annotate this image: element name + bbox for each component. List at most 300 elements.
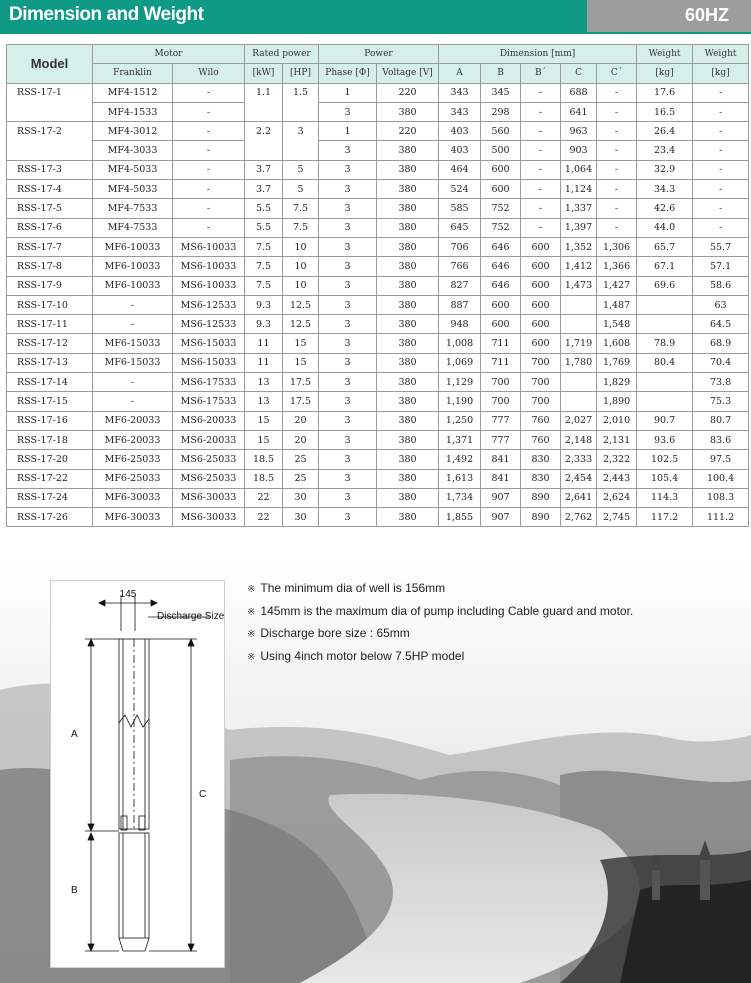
cell-b: 777 (481, 430, 521, 449)
cell-a: 1,190 (439, 392, 481, 411)
subheader-franklin: Franklin (93, 64, 173, 83)
cell-a: 585 (439, 199, 481, 218)
pump-drawing (51, 581, 226, 969)
cell-c2: 1,427 (597, 276, 637, 295)
cell-w1: 67.1 (637, 257, 693, 276)
cell-phase: 3 (319, 508, 377, 527)
cell-phase: 3 (319, 218, 377, 237)
page-title: Dimension and Weight (9, 4, 204, 25)
cell-a: 343 (439, 83, 481, 102)
cell-franklin: MF6-30033 (93, 508, 173, 527)
cell-wilo: MS6-20033 (173, 430, 245, 449)
cell-voltage: 380 (377, 488, 439, 507)
cell-franklin: MF6-10033 (93, 276, 173, 295)
cell-c: 2,027 (561, 411, 597, 430)
cell-a: 1,008 (439, 334, 481, 353)
cell-voltage: 380 (377, 141, 439, 160)
cell-w2: - (693, 83, 749, 102)
cell-voltage: 380 (377, 411, 439, 430)
subheader-hp: [HP] (283, 64, 319, 83)
cell-w2: - (693, 102, 749, 121)
cell-wilo: MS6-30033 (173, 508, 245, 527)
cell-voltage: 380 (377, 102, 439, 121)
cell-b2: - (521, 83, 561, 102)
cell-franklin: MF6-15033 (93, 334, 173, 353)
subheader-c-prime: C´ (597, 64, 637, 83)
cell-b: 700 (481, 373, 521, 392)
cell-phase: 3 (319, 315, 377, 334)
table-row (7, 102, 749, 121)
cell-franklin: MF4-3012 (93, 122, 173, 141)
cell-voltage: 220 (377, 122, 439, 141)
cell-b2: 830 (521, 469, 561, 488)
cell-b2: 600 (521, 315, 561, 334)
cell-kw: 3.7 (245, 180, 283, 199)
cell-voltage: 380 (377, 373, 439, 392)
cell-franklin: MF4-1533 (93, 102, 173, 121)
notes-list (247, 578, 633, 668)
cell-c2: - (597, 102, 637, 121)
cell-phase: 3 (319, 141, 377, 160)
cell-c2: 2,322 (597, 450, 637, 469)
cell-c2: - (597, 218, 637, 237)
cell-b2: 600 (521, 334, 561, 353)
header-dimension: Dimension [mm] (439, 45, 637, 64)
cell-model: RSS-17-24 (7, 488, 93, 507)
cell-w1: 80.4 (637, 353, 693, 372)
cell-b: 711 (481, 334, 521, 353)
cell-b2: - (521, 122, 561, 141)
subheader-voltage: Voltage [V] (377, 64, 439, 83)
cell-c2: 1,890 (597, 392, 637, 411)
cell-kw: 9.3 (245, 295, 283, 314)
table-row (7, 83, 749, 102)
cell-w2: 63 (693, 295, 749, 314)
cell-w2: 70.4 (693, 353, 749, 372)
cell-c: 1,397 (561, 218, 597, 237)
cell-c2: - (597, 199, 637, 218)
cell-b: 752 (481, 218, 521, 237)
cell-b2: - (521, 160, 561, 179)
note-item (247, 646, 633, 669)
cell-w2: 100.4 (693, 469, 749, 488)
cell-w2: - (693, 122, 749, 141)
table-body (7, 83, 749, 527)
cell-hp (283, 141, 319, 160)
header-model: Model (7, 45, 93, 84)
cell-b: 646 (481, 257, 521, 276)
note-bullet: ※ (247, 606, 256, 618)
cell-phase: 3 (319, 469, 377, 488)
cell-franklin: - (93, 295, 173, 314)
cell-b: 841 (481, 469, 521, 488)
cell-w2: 68.9 (693, 334, 749, 353)
cell-b2: 700 (521, 353, 561, 372)
cell-kw (245, 102, 283, 121)
cell-kw: 15 (245, 430, 283, 449)
cell-franklin: - (93, 315, 173, 334)
cell-voltage: 380 (377, 180, 439, 199)
cell-phase: 3 (319, 160, 377, 179)
cell-kw: 13 (245, 373, 283, 392)
cell-model: RSS-17-4 (7, 180, 93, 199)
cell-a: 1,734 (439, 488, 481, 507)
table-row (7, 257, 749, 276)
cell-c (561, 315, 597, 334)
cell-model: RSS-17-10 (7, 295, 93, 314)
cell-c: 963 (561, 122, 597, 141)
page-header (0, 0, 751, 32)
cell-a: 464 (439, 160, 481, 179)
cell-model: RSS-17-18 (7, 430, 93, 449)
cell-c2: - (597, 160, 637, 179)
cell-wilo: MS6-25033 (173, 469, 245, 488)
cell-a: 645 (439, 218, 481, 237)
cell-c2: - (597, 83, 637, 102)
cell-wilo: - (173, 83, 245, 102)
cell-phase: 3 (319, 237, 377, 256)
table-row (7, 315, 749, 334)
table-row (7, 488, 749, 507)
cell-c2: 1,608 (597, 334, 637, 353)
cell-wilo: MS6-17533 (173, 392, 245, 411)
cell-hp: 1.5 (283, 83, 319, 102)
cell-phase: 1 (319, 122, 377, 141)
cell-hp: 25 (283, 469, 319, 488)
cell-b: 646 (481, 237, 521, 256)
cell-c: 1,412 (561, 257, 597, 276)
cell-voltage: 380 (377, 508, 439, 527)
table-row (7, 373, 749, 392)
cell-w1: 65.7 (637, 237, 693, 256)
cell-voltage: 380 (377, 315, 439, 334)
cell-kw (245, 141, 283, 160)
note-item (247, 601, 633, 624)
table-row (7, 180, 749, 199)
cell-w1: 69.6 (637, 276, 693, 295)
cell-b: 777 (481, 411, 521, 430)
cell-b2: 890 (521, 488, 561, 507)
cell-c: 1,124 (561, 180, 597, 199)
cell-w2: 64.5 (693, 315, 749, 334)
cell-hp: 5 (283, 160, 319, 179)
cell-b2: 890 (521, 508, 561, 527)
table-row (7, 199, 749, 218)
header-weight-franklin: Weight (637, 45, 693, 64)
cell-model: RSS-17-1 (7, 83, 93, 102)
cell-kw: 5.5 (245, 218, 283, 237)
cell-b: 841 (481, 450, 521, 469)
diagram-b-label: B (71, 885, 78, 896)
cell-w1: 105.4 (637, 469, 693, 488)
cell-a: 524 (439, 180, 481, 199)
cell-hp: 30 (283, 508, 319, 527)
cell-phase: 3 (319, 257, 377, 276)
cell-b: 907 (481, 508, 521, 527)
cell-voltage: 380 (377, 237, 439, 256)
cell-w2: 73.8 (693, 373, 749, 392)
cell-b: 711 (481, 353, 521, 372)
cell-voltage: 380 (377, 392, 439, 411)
table-row (7, 430, 749, 449)
cell-franklin: - (93, 392, 173, 411)
cell-c: 1,337 (561, 199, 597, 218)
header-motor: Motor (93, 45, 245, 64)
cell-kw: 18.5 (245, 469, 283, 488)
cell-model: RSS-17-11 (7, 315, 93, 334)
cell-phase: 3 (319, 450, 377, 469)
cell-hp: 30 (283, 488, 319, 507)
cell-w1: 93.6 (637, 430, 693, 449)
cell-b2: 600 (521, 295, 561, 314)
cell-b2: 760 (521, 411, 561, 430)
cell-c2: 1,548 (597, 315, 637, 334)
cell-phase: 3 (319, 276, 377, 295)
note-item (247, 578, 633, 601)
cell-c: 2,641 (561, 488, 597, 507)
cell-kw: 22 (245, 488, 283, 507)
cell-model: RSS-17-22 (7, 469, 93, 488)
cell-wilo: MS6-25033 (173, 450, 245, 469)
cell-w1: 42.6 (637, 199, 693, 218)
cell-voltage: 380 (377, 450, 439, 469)
cell-c (561, 373, 597, 392)
cell-hp: 20 (283, 411, 319, 430)
cell-wilo: - (173, 218, 245, 237)
cell-voltage: 380 (377, 353, 439, 372)
cell-hp: 7.5 (283, 199, 319, 218)
cell-b: 600 (481, 160, 521, 179)
cell-c: 2,148 (561, 430, 597, 449)
cell-b: 700 (481, 392, 521, 411)
cell-b2: - (521, 180, 561, 199)
cell-phase: 3 (319, 411, 377, 430)
cell-w1 (637, 315, 693, 334)
cell-c2: - (597, 122, 637, 141)
table-row (7, 392, 749, 411)
note-bullet: ※ (247, 584, 256, 595)
pump-dimension-diagram (50, 580, 225, 968)
table-row (7, 276, 749, 295)
diagram-discharge-label: Discharge Size (157, 611, 225, 622)
diagram-width-label: 145 (119, 589, 137, 600)
cell-model: RSS-17-8 (7, 257, 93, 276)
cell-w2: 55.7 (693, 237, 749, 256)
cell-model: RSS-17-26 (7, 508, 93, 527)
subheader-kg-1: [kg] (637, 64, 693, 83)
cell-b: 600 (481, 295, 521, 314)
cell-franklin: MF6-20033 (93, 430, 173, 449)
cell-c: 1,780 (561, 353, 597, 372)
cell-b2: - (521, 218, 561, 237)
cell-a: 403 (439, 122, 481, 141)
table-row (7, 411, 749, 430)
cell-kw: 1.1 (245, 83, 283, 102)
subheader-wilo: Wilo (173, 64, 245, 83)
cell-b: 600 (481, 180, 521, 199)
cell-kw: 11 (245, 334, 283, 353)
cell-w1 (637, 392, 693, 411)
cell-wilo: MS6-12533 (173, 295, 245, 314)
cell-w2: 58.6 (693, 276, 749, 295)
cell-w1: 44.0 (637, 218, 693, 237)
cell-voltage: 380 (377, 276, 439, 295)
cell-franklin: MF4-7533 (93, 199, 173, 218)
cell-wilo: - (173, 180, 245, 199)
note-text: Discharge bore size : 65mm (260, 626, 410, 640)
cell-c2: 2,131 (597, 430, 637, 449)
cell-franklin: MF4-7533 (93, 218, 173, 237)
cell-wilo: MS6-12533 (173, 315, 245, 334)
cell-b: 752 (481, 199, 521, 218)
cell-w1: 32.9 (637, 160, 693, 179)
subheader-b: B (481, 64, 521, 83)
cell-kw: 3.7 (245, 160, 283, 179)
note-text: The minimum dia of well is 156mm (260, 581, 446, 595)
cell-voltage: 380 (377, 218, 439, 237)
cell-kw: 15 (245, 411, 283, 430)
cell-c (561, 295, 597, 314)
cell-w2: 83.6 (693, 430, 749, 449)
cell-w2: 111.2 (693, 508, 749, 527)
cell-b2: 600 (521, 237, 561, 256)
cell-w1: 90.7 (637, 411, 693, 430)
cell-c: 688 (561, 83, 597, 102)
cell-voltage: 380 (377, 334, 439, 353)
note-bullet: ※ (247, 651, 256, 663)
cell-voltage: 220 (377, 83, 439, 102)
cell-b: 600 (481, 315, 521, 334)
cell-a: 1,492 (439, 450, 481, 469)
cell-franklin: MF6-20033 (93, 411, 173, 430)
cell-hp: 5 (283, 180, 319, 199)
cell-phase: 3 (319, 334, 377, 353)
cell-kw: 7.5 (245, 276, 283, 295)
cell-w2: 80.7 (693, 411, 749, 430)
cell-w1: 17.6 (637, 83, 693, 102)
table-row (7, 353, 749, 372)
cell-voltage: 380 (377, 257, 439, 276)
cell-model (7, 102, 93, 121)
cell-c2: 2,010 (597, 411, 637, 430)
cell-kw: 5.5 (245, 199, 283, 218)
cell-model: RSS-17-13 (7, 353, 93, 372)
cell-b: 646 (481, 276, 521, 295)
cell-w1: 78.9 (637, 334, 693, 353)
cell-kw: 18.5 (245, 450, 283, 469)
subheader-phase: Phase [Φ] (319, 64, 377, 83)
diagram-a-label: A (71, 729, 78, 740)
cell-hp: 17.5 (283, 392, 319, 411)
cell-c: 1,064 (561, 160, 597, 179)
cell-c: 1,719 (561, 334, 597, 353)
cell-model: RSS-17-20 (7, 450, 93, 469)
title-bar (0, 0, 587, 32)
cell-a: 1,613 (439, 469, 481, 488)
cell-franklin: MF6-30033 (93, 488, 173, 507)
cell-w1: 34.3 (637, 180, 693, 199)
subheader-kg-2: [kg] (693, 64, 749, 83)
cell-hp: 10 (283, 257, 319, 276)
cell-a: 403 (439, 141, 481, 160)
cell-hp: 15 (283, 334, 319, 353)
cell-b: 560 (481, 122, 521, 141)
cell-b: 907 (481, 488, 521, 507)
cell-franklin: MF6-10033 (93, 257, 173, 276)
cell-a: 343 (439, 102, 481, 121)
table-row (7, 122, 749, 141)
cell-c2: - (597, 141, 637, 160)
cell-b2: 700 (521, 373, 561, 392)
cell-hp: 25 (283, 450, 319, 469)
cell-voltage: 380 (377, 469, 439, 488)
header-divider (0, 32, 751, 34)
cell-franklin: MF6-10033 (93, 237, 173, 256)
cell-model: RSS-17-2 (7, 122, 93, 141)
cell-w1 (637, 373, 693, 392)
cell-a: 1,129 (439, 373, 481, 392)
cell-wilo: MS6-10033 (173, 276, 245, 295)
cell-hp: 17.5 (283, 373, 319, 392)
cell-c2: 1,487 (597, 295, 637, 314)
cell-w1: 23.4 (637, 141, 693, 160)
diagram-c-label: C (199, 789, 207, 800)
note-text: 145mm is the maximum dia of pump including Cable guard and motor. (260, 603, 634, 618)
table-row (7, 334, 749, 353)
cell-voltage: 380 (377, 295, 439, 314)
cell-hp: 7.5 (283, 218, 319, 237)
cell-phase: 1 (319, 83, 377, 102)
cell-a: 827 (439, 276, 481, 295)
subheader-kw: [kW] (245, 64, 283, 83)
cell-b2: - (521, 141, 561, 160)
cell-kw: 2.2 (245, 122, 283, 141)
cell-b: 500 (481, 141, 521, 160)
cell-model: RSS-17-3 (7, 160, 93, 179)
cell-model: RSS-17-5 (7, 199, 93, 218)
cell-franklin: MF4-3033 (93, 141, 173, 160)
cell-hp: 12.5 (283, 315, 319, 334)
cell-phase: 3 (319, 180, 377, 199)
cell-model: RSS-17-14 (7, 373, 93, 392)
cell-kw: 7.5 (245, 237, 283, 256)
cell-kw: 7.5 (245, 257, 283, 276)
cell-phase: 3 (319, 295, 377, 314)
cell-w1: 102.5 (637, 450, 693, 469)
cell-phase: 3 (319, 488, 377, 507)
cell-wilo: MS6-15033 (173, 334, 245, 353)
cell-c2: 1,306 (597, 237, 637, 256)
cell-c: 2,333 (561, 450, 597, 469)
table-row (7, 295, 749, 314)
subheader-b-prime: B´ (521, 64, 561, 83)
cell-model: RSS-17-6 (7, 218, 93, 237)
cell-b2: - (521, 102, 561, 121)
header-rated-power: Rated power (245, 45, 319, 64)
cell-model: RSS-17-7 (7, 237, 93, 256)
cell-w2: - (693, 218, 749, 237)
cell-phase: 3 (319, 373, 377, 392)
cell-c: 1,473 (561, 276, 597, 295)
cell-wilo: - (173, 141, 245, 160)
cell-model: RSS-17-15 (7, 392, 93, 411)
cell-b2: 600 (521, 276, 561, 295)
cell-hp: 12.5 (283, 295, 319, 314)
cell-phase: 3 (319, 102, 377, 121)
cell-wilo: - (173, 160, 245, 179)
cell-w1 (637, 295, 693, 314)
cell-c: 903 (561, 141, 597, 160)
